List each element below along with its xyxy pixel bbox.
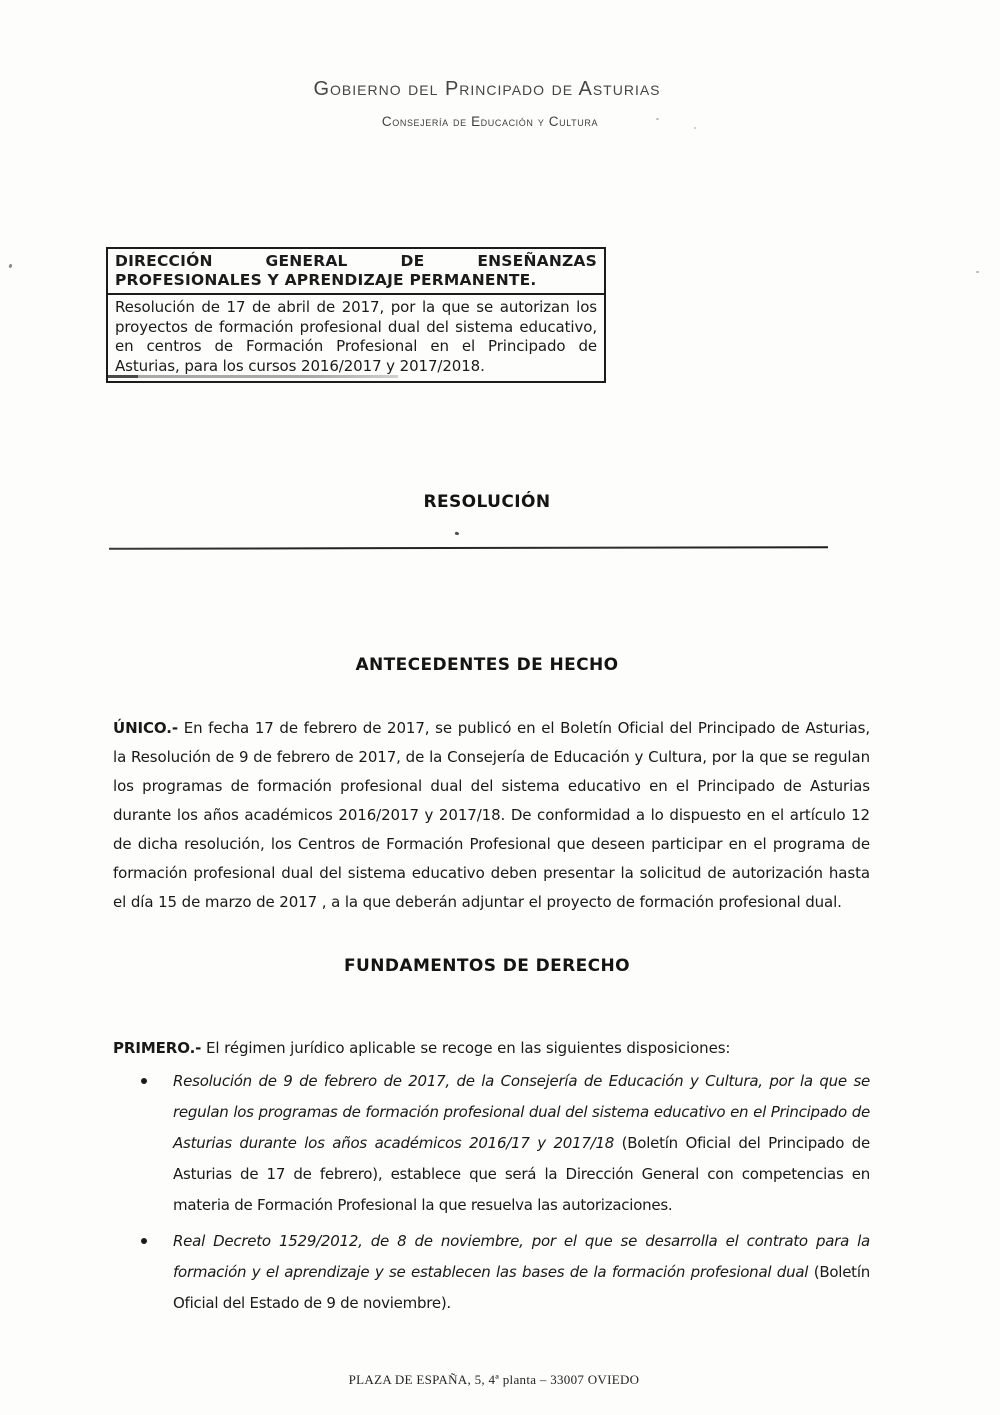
address-footer: PLAZA DE ESPAÑA, 5, 4ª planta – 33007 OVIEDO (348, 1372, 640, 1387)
primero-label: PRIMERO.- (113, 1039, 202, 1057)
subject-box-body: Resolución de 17 de abril de 2017, por la que se autorizan los proyectos de formación profesional dual del sistema educativo, en centros de Formación Profesional en el Principado de Asturias, para los cursos 2016/2017 y 2017/2018. (106, 293, 606, 383)
bullet-icon (141, 1238, 147, 1244)
primero-paragraph (113, 1034, 870, 1063)
primero-text: El régimen jurídico aplicable se recoge en las siguientes disposiciones: (205, 1039, 731, 1057)
citation-title: Real Decreto 1529/2012, de 8 de noviembre, por el que se desarrolla el contrato para la formación y el aprendizaje y se establecen las bases de la formación profesional dual (173, 1232, 870, 1281)
scan-artifact (455, 531, 460, 535)
fundamentos-heading: FUNDAMENTOS DE DERECHO (344, 956, 630, 976)
scan-artifact (694, 127, 696, 129)
unico-paragraph (113, 714, 870, 917)
government-letterhead: Gobierno del Principado de Asturias (313, 78, 661, 100)
unico-text: En fecha 17 de febrero de 2017, se publicó en el Boletín Oficial del Principado de Asturias, la Resolución de 9 de febrero de 2017, de la Consejería de Educación y Cultura, por la que se regulan los programas de formación profesional dual del sistema educativo en el Principado de Asturias durante los años académicos 2016/2017 y 2017/18. De conformidad a lo dispuesto en el artículo 12 de dicha resolución, los Centros de Formación Profesional que deseen participar en el programa de formación profesional dual del sistema educativo deben presentar la solicitud de autorización hasta el día 15 de marzo de 2017 , a la que deberán adjuntar el proyecto de formación profesional dual. (113, 719, 870, 911)
citation-detail: (Boletín Oficial del Principado de Asturias de 17 de febrero), establece que será la Dirección General con competencias en materia de Formación Profesional la que resuelva las autorizaciones. (173, 1134, 870, 1214)
unico-label: ÚNICO.- (113, 719, 178, 737)
resolution-heading: RESOLUCIÓN (423, 492, 551, 512)
department-letterhead: Consejería de Educación y Cultura (381, 114, 599, 129)
scan-smudge (108, 375, 398, 378)
list-item (113, 1066, 870, 1221)
horizontal-divider (109, 546, 828, 550)
scan-artifact (656, 118, 659, 120)
list-item (113, 1226, 870, 1319)
scan-artifact (8, 264, 12, 269)
legal-citations-list (113, 1066, 870, 1319)
scan-artifact (976, 271, 979, 273)
citation-detail: (Boletín Oficial del Estado de 9 de noviembre). (173, 1263, 870, 1312)
antecedentes-heading: ANTECEDENTES DE HECHO (355, 655, 619, 675)
subject-box-title: DIRECCIÓN GENERAL DE ENSEÑANZAS PROFESIONALES Y APRENDIZAJE PERMANENTE. (106, 247, 606, 295)
citation-title: Resolución de 9 de febrero de 2017, de la Consejería de Educación y Cultura, por la que se regulan los programas de formación profesional dual del sistema educativo en el Principado de Asturias durante los años académicos 2016/17 y 2017/18 (173, 1072, 870, 1152)
bullet-icon (141, 1078, 147, 1084)
